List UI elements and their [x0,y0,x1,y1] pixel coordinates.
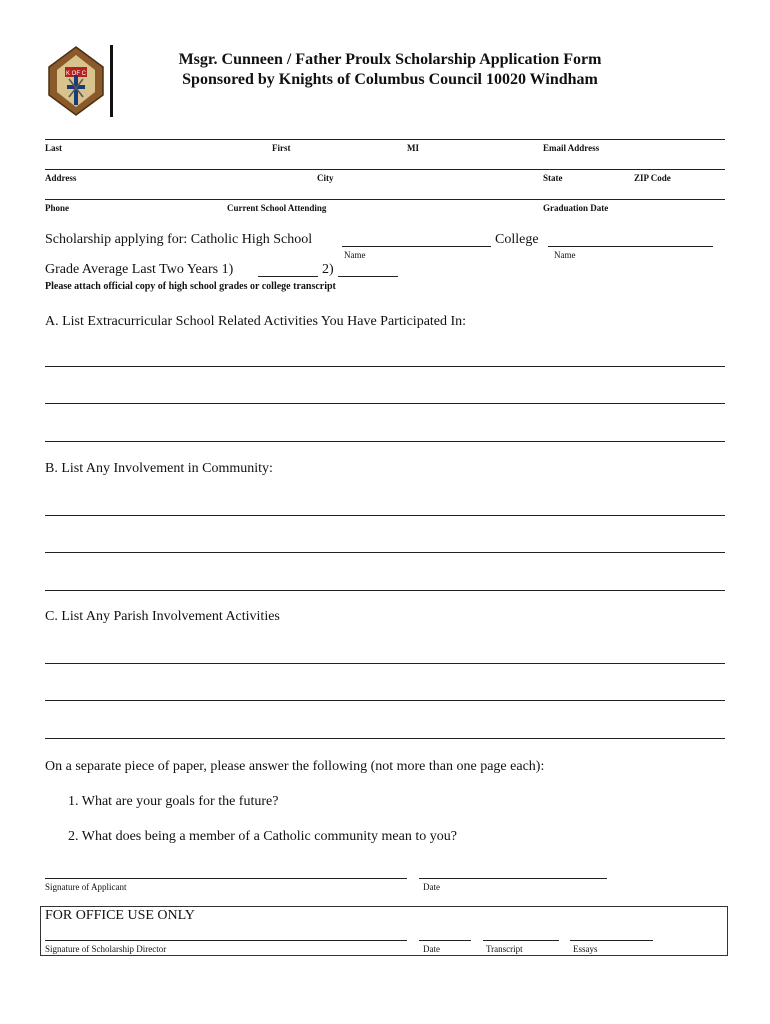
section-c-line[interactable] [45,738,725,739]
director-signature-label: Signature of Scholarship Director [45,944,167,954]
first-name-label: First [272,143,291,153]
zip-label: ZIP Code [634,173,671,183]
grade-average-label: Grade Average Last Two Years 1) [45,262,234,277]
form-title: Msgr. Cunneen / Father Proulx Scholarship Application Form [178,51,602,68]
office-use-title: FOR OFFICE USE ONLY [45,908,195,923]
scholarship-label: Scholarship applying for: Catholic High School [45,232,313,247]
applicant-signature-label: Signature of Applicant [45,882,127,892]
essay-question-1: 1. What are your goals for the future? [68,794,279,809]
section-b-line[interactable] [45,552,725,553]
transcript-line[interactable] [483,940,559,941]
applicant-date-label: Date [423,882,440,892]
college-name-line[interactable] [548,246,713,247]
address-row-line[interactable] [45,169,725,170]
section-a-line[interactable] [45,366,725,367]
office-date-label: Date [423,944,440,954]
essay-instructions: On a separate piece of paper, please answer the following (not more than one page each): [45,759,545,774]
section-c-heading: C. List Any Parish Involvement Activities [45,609,280,624]
current-school-label: Current School Attending [227,203,327,213]
svg-text:K OF C: K OF C [65,71,87,77]
applicant-date-line[interactable] [419,878,607,879]
middle-initial-label: MI [407,143,419,153]
section-c-line[interactable] [45,700,725,701]
essay-question-2: 2. What does being a member of a Catholic community mean to you? [68,829,457,844]
section-a-line[interactable] [45,441,725,442]
section-c-line[interactable] [45,663,725,664]
transcript-label: Transcript [486,944,523,954]
essays-line[interactable] [570,940,653,941]
director-signature-line[interactable] [45,940,407,941]
graduation-date-label: Graduation Date [543,203,609,213]
high-school-name-line[interactable] [342,246,491,247]
email-label: Email Address [543,143,600,153]
applicant-signature-line[interactable] [45,878,407,879]
section-a-heading: A. List Extracurricular School Related Activities You Have Participated In: [45,314,467,329]
knights-of-columbus-emblem-icon [45,45,107,117]
section-a-line[interactable] [45,403,725,404]
header-divider [110,45,113,117]
phone-row-line[interactable] [45,199,725,200]
college-name-caption: Name [554,250,576,260]
section-b-heading: B. List Any Involvement in Community: [45,461,273,476]
city-label: City [317,173,334,183]
college-label: College [495,232,539,247]
form-subtitle: Sponsored by Knights of Columbus Council 10020 Windham [182,71,598,88]
essays-label: Essays [573,944,598,954]
name-row-line[interactable] [45,139,725,140]
high-school-name-caption: Name [344,250,366,260]
last-name-label: Last [45,143,63,153]
section-b-line[interactable] [45,590,725,591]
grade-year-2-label: 2) [322,262,334,277]
address-label: Address [45,173,77,183]
transcript-note: Please attach official copy of high school grades or college transcript [45,281,336,292]
grade-year-1-line[interactable] [258,276,318,277]
state-label: State [543,173,563,183]
grade-year-2-line[interactable] [338,276,398,277]
section-b-line[interactable] [45,515,725,516]
phone-label: Phone [45,203,70,213]
office-date-line[interactable] [419,940,471,941]
